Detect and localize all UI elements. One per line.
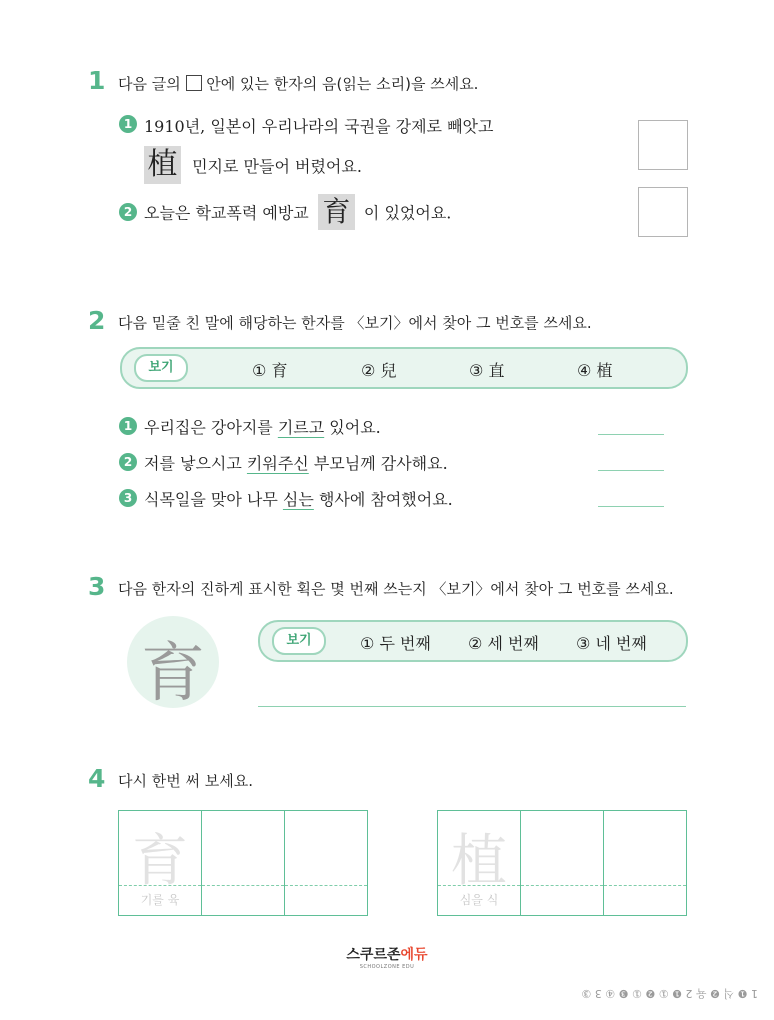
item-number: 2 — [119, 453, 137, 471]
q1-item1-line2 — [144, 146, 362, 184]
q1-item1-line2-text: 민지로 만들어 버렸어요. — [192, 156, 362, 176]
guide-dashed-line — [521, 885, 603, 886]
option-1: ① 育 — [252, 361, 288, 380]
item-number: 1 — [119, 417, 137, 435]
question-4-instruction: 다시 한번 써 보세요. — [118, 772, 253, 790]
option-2: ② 세 번째 — [468, 634, 539, 653]
underlined-word: 기르고 — [277, 418, 325, 437]
item-number: 1 — [119, 115, 137, 133]
example-label: 보기 — [272, 627, 326, 655]
question-2-instruction: 다음 밑줄 친 말에 해당하는 한자를 〈보기〉에서 찾아 그 번호를 쓰세요. — [118, 314, 592, 332]
instruction-part-b: 안에 있는 한자의 음(읽는 소리)을 쓰세요. — [206, 75, 479, 93]
stroke-hanja: 育 — [141, 637, 205, 711]
q1-item2-before: 오늘은 학교폭력 예방교 — [144, 203, 309, 223]
q1-item2-after: 이 있었어요. — [363, 203, 452, 223]
writing-cell[interactable] — [285, 811, 367, 915]
guide-dashed-line — [202, 885, 284, 886]
question-3-number: 3 — [88, 572, 106, 601]
option-2: ② 兒 — [361, 361, 397, 380]
ghost-hanja: 育 — [132, 829, 188, 894]
question-4-number: 4 — [88, 764, 106, 793]
example-label: 보기 — [134, 354, 188, 382]
guide-dashed-line — [285, 885, 367, 886]
highlighted-hanja: 育 — [318, 194, 355, 230]
underlined-word: 심는 — [282, 490, 314, 509]
guide-dashed-line — [119, 885, 201, 886]
item-number: 2 — [119, 203, 137, 221]
question-2-number: 2 — [88, 306, 106, 335]
highlighted-hanja: 植 — [144, 146, 181, 184]
writing-grid-2 — [437, 810, 687, 916]
answer-line[interactable] — [598, 506, 664, 507]
q1-item1-line1: 1910년, 일본이 우리나라의 국권을 강제로 빼앗고 — [144, 117, 494, 136]
option-3: ③ 直 — [469, 361, 505, 380]
q2-item-1: 우리집은 강아지를 기르고 있어요. — [144, 418, 381, 437]
q2-item-3: 식목일을 맞아 나무 심는 행사에 참여했어요. — [144, 490, 453, 509]
guide-dashed-line — [438, 885, 520, 886]
logo-text: 스쿠르존 — [346, 947, 401, 963]
option-4: ④ 植 — [577, 361, 613, 380]
writing-cell[interactable] — [604, 811, 686, 915]
writing-cell[interactable] — [202, 811, 285, 915]
hanja-meaning: 기를 육 — [140, 893, 180, 907]
q1-item2-line — [144, 194, 451, 230]
logo-subtext: SCHOOLZONE EDU — [359, 964, 415, 970]
question-1-number: 1 — [88, 66, 106, 95]
answer-line[interactable] — [598, 434, 664, 435]
hanja-meaning: 심을 식 — [459, 893, 499, 907]
publisher-logo — [0, 944, 774, 970]
underlined-word: 키워주신 — [246, 454, 309, 473]
answer-line[interactable] — [598, 470, 664, 471]
upside-down-answers: 1 ❶ 식 ❷ 육 2 ❶ ① ❷ ① ❸ ④ 3 ③ — [581, 987, 758, 1000]
example-box — [258, 620, 688, 662]
tracing-cell[interactable] — [438, 811, 521, 915]
empty-square-icon — [186, 75, 202, 91]
answer-box-2[interactable] — [638, 187, 688, 237]
question-3-instruction: 다음 한자의 진하게 표시한 획은 몇 번째 쓰는지 〈보기〉에서 찾아 그 번호를 쓰세요. — [118, 580, 674, 598]
answer-line[interactable] — [258, 706, 686, 707]
guide-dashed-line — [604, 885, 686, 886]
question-1-instruction — [118, 73, 478, 94]
instruction-part-a: 다음 글의 — [118, 75, 181, 93]
answer-box-1[interactable] — [638, 120, 688, 170]
writing-grid-1 — [118, 810, 368, 916]
ghost-hanja: 植 — [451, 829, 507, 894]
option-1: ① 두 번째 — [360, 634, 431, 653]
q2-item-2: 저를 낳으시고 키워주신 부모님께 감사해요. — [144, 454, 448, 473]
hanja-circle — [127, 616, 219, 711]
option-3: ③ 네 번째 — [576, 634, 647, 653]
logo-text-accent: 에듀 — [400, 947, 428, 963]
writing-cell[interactable] — [521, 811, 604, 915]
tracing-cell[interactable] — [119, 811, 202, 915]
item-number: 3 — [119, 489, 137, 507]
example-box — [120, 347, 688, 389]
